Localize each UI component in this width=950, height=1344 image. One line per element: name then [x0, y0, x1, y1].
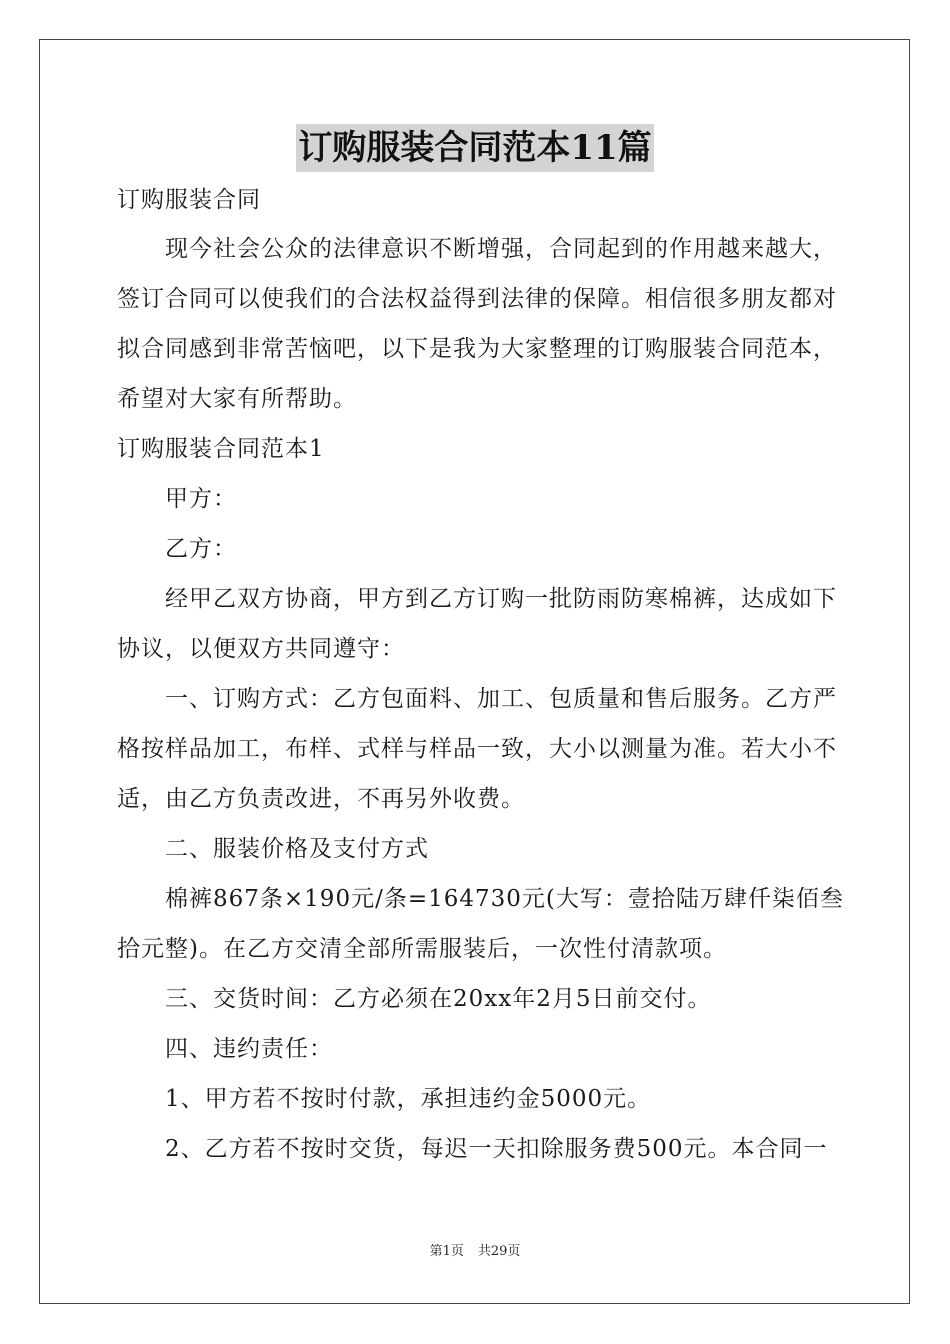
- clause1-line: 适，由乙方负责改进，不再另外收费。: [117, 786, 525, 812]
- agreement-line: 经甲乙双方协商，甲方到乙方订购一批防雨防寒棉裤，达成如下: [165, 586, 837, 612]
- clause2-line: 棉裤867条×190元/条=164730元(大写：壹拾陆万肆仟柒佰叁: [165, 886, 844, 912]
- contract-heading: 订购服装合同范本1: [117, 436, 325, 462]
- clause2-line: 拾元整)。在乙方交清全部所需服装后，一次性付清款项。: [117, 936, 727, 962]
- intro-line: 签订合同可以使我们的合法权益得到法律的保障。相信很多朋友都对: [117, 286, 837, 312]
- page-border: [39, 39, 910, 1304]
- clause1-line: 一、订购方式：乙方包面料、加工、包质量和售后服务。乙方严: [165, 686, 837, 712]
- page-footer: [0, 1243, 950, 1261]
- section-heading: 订购服装合同: [117, 187, 261, 213]
- title-container: [0, 124, 950, 172]
- clause4-item: 2、乙方若不按时交货，每迟一天扣除服务费500元。本合同一: [165, 1136, 828, 1162]
- intro-line: 现今社会公众的法律意识不断增强，合同起到的作用越来越大，: [165, 236, 837, 262]
- page-number: 第1页: [429, 1244, 464, 1259]
- document-title: 订购服装合同范本11篇: [296, 124, 653, 172]
- intro-line: 拟合同感到非常苦恼吧，以下是我为大家整理的订购服装合同范本，: [117, 336, 837, 362]
- clause2-title: 二、服装价格及支付方式: [165, 836, 429, 862]
- clause4-item: 1、甲方若不按时付款，承担违约金5000元。: [165, 1086, 652, 1112]
- party-b: 乙方：: [165, 536, 237, 562]
- party-a: 甲方：: [165, 486, 237, 512]
- agreement-line: 协议，以便双方共同遵守：: [117, 636, 405, 662]
- page-total: 共29页: [477, 1244, 521, 1259]
- intro-line: 希望对大家有所帮助。: [117, 386, 357, 412]
- clause4-title: 四、违约责任：: [165, 1036, 333, 1062]
- clause1-line: 格按样品加工，布样、式样与样品一致，大小以测量为准。若大小不: [117, 736, 837, 762]
- clause3-line: 三、交货时间：乙方必须在20xx年2月5日前交付。: [165, 986, 712, 1012]
